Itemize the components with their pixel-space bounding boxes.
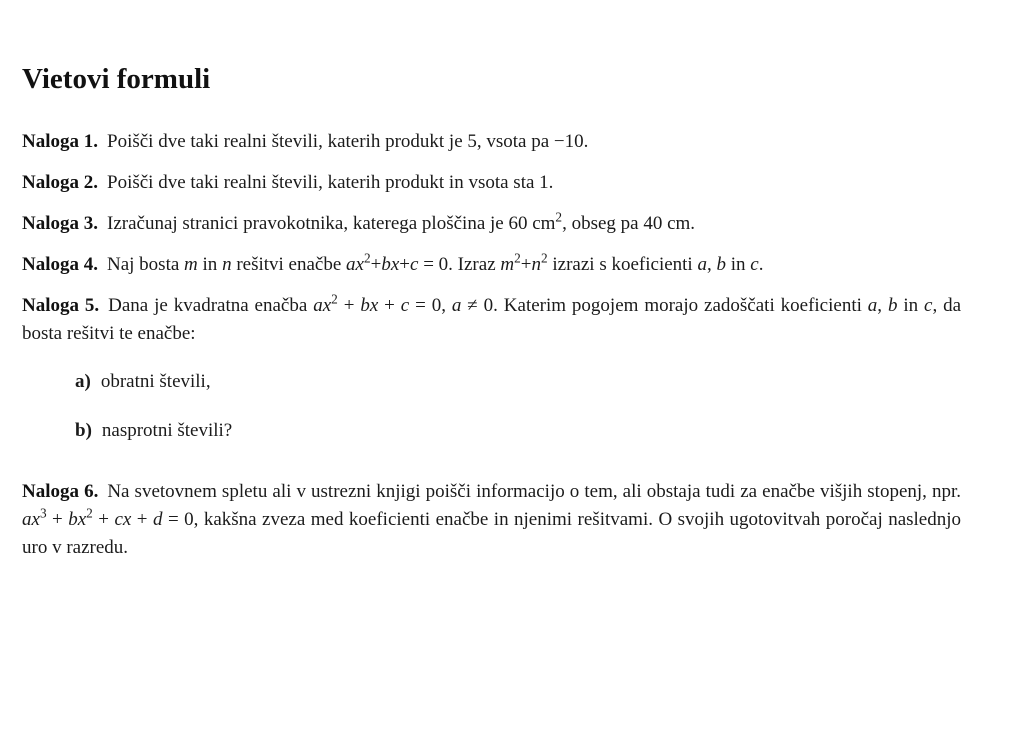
task-1 (22, 128, 961, 156)
task-4-label: Naloga 4. (22, 253, 98, 275)
task-2-text: Poišči dve taki realni števili, katerih produkt in vsota sta 1. (107, 171, 554, 193)
task-5-text: Dana je kvadratna enačba $ax^2$ + bx + c = 0, a ≠ 0. Katerim pogojem morajo zadoščati koeficienti a, b in c, da bosta rešitvi te enačbe: (22, 291, 962, 344)
task-4 (22, 251, 961, 279)
task-5-options (22, 368, 961, 445)
task-6 (22, 478, 961, 562)
task-3-text: Izračunaj stranici pravokotnika, katerega ploščina je 60 $cm^2$, obseg pa 40 cm. (107, 209, 696, 234)
task-5 (22, 292, 961, 348)
task-5-option-a-text: obratni števili, (100, 370, 211, 392)
task-5-option-b-marker: b) (75, 419, 92, 441)
task-1-label: Naloga 1. (22, 130, 98, 152)
task-3-label: Naloga 3. (22, 212, 98, 234)
task-5-option-a (75, 368, 961, 396)
task-2-label: Naloga 2. (22, 171, 98, 193)
task-4-text: Naj bosta m in n rešitvi enačbe $ax^2+bx+c = 0$. Izraz $m^2+n^2$ izrazi s koeficienti a, b in c. (107, 250, 764, 275)
task-2 (22, 169, 961, 197)
task-6-label: Naloga 6. (22, 480, 99, 502)
page-title: Vietovi formuli (22, 63, 211, 95)
task-6-text: Na svetovnem spletu ali v ustrezni knjigi poišči informacijo o tem, ali obstaja tudi za enačbe višjih stopenj, npr. $ax^3 + bx^2$ + cx + d = 0, kakšna zveza med koeficienti enačbe in njenimi rešitvami. O svojih ugotovitvah poročaj naslednjo uro v razredu. (22, 480, 962, 558)
task-5-option-a-marker: a) (75, 370, 91, 392)
task-5-option-b-text: nasprotni števili? (101, 419, 233, 441)
task-1-text: Poišči dve taki realni števili, katerih produkt je 5, vsota pa −10. (107, 130, 589, 152)
task-5-option-b (75, 417, 961, 445)
task-3 (22, 210, 961, 238)
task-5-label: Naloga 5. (22, 294, 100, 316)
